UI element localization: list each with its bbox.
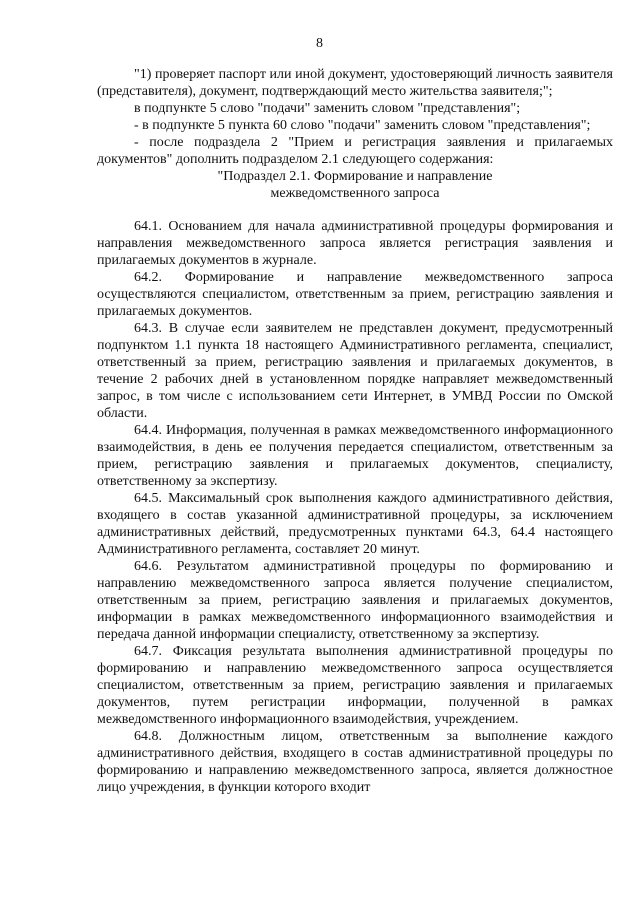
page-number: 8 bbox=[316, 36, 323, 51]
list-item: 64.7. Фиксация результата выполнения административной процедуры по формированию и направлению межведомственного запроса осуществляется специалистом, ответственным за прием, регистрацию заявления и прилагаемых документов, путем регистрации информации, полученной в рамках межведомственного информационного взаимодействия, учреждением. bbox=[97, 644, 613, 727]
paragraph: - после подраздела 2 "Прием и регистрация заявления и прилагаемых документов" дополнить подразделом 2.1 следующего содержания: bbox=[97, 135, 613, 167]
paragraph: "1) проверяет паспорт или иной документ, удостоверяющий личность заявителя (представителя), документ, подтверждающий место жительства заявителя;"; bbox=[97, 67, 613, 99]
document-body bbox=[97, 66, 613, 796]
list-item: 64.2. Формирование и направление межведомственного запроса осуществляются специалистом, ответственным за прием, регистрацию заявления и прилагаемых документов. bbox=[97, 270, 613, 319]
paragraph: - в подпункте 5 пункта 60 слово "подачи" заменить словом "представления"; bbox=[134, 118, 591, 133]
section-heading-line: межведомственного запроса bbox=[270, 186, 440, 201]
list-item: 64.4. Информация, полученная в рамках межведомственного информационного взаимодействия, в день ее получения передается специалистом, ответственным за прием, регистрацию заявления и прилагаемых документов, специалисту, ответственному за экспертизу. bbox=[97, 423, 613, 489]
list-item: 64.1. Основанием для начала административной процедуры формирования и направления межведомственного запроса является регистрация заявления и прилагаемых документов в журнале. bbox=[97, 219, 613, 268]
list-item: 64.3. В случае если заявителем не представлен документ, предусмотренный подпунктом 1.1 пункта 18 настоящего Административного регламента, специалист, ответственный за прием, регистрацию заявления и прилагаемых документов, в течение 2 рабочих дней в установленном порядке направляет межведомственный запрос, в том числе с использованием сети Интернет, в УМВД России по Омской области. bbox=[97, 321, 613, 421]
list-item: 64.5. Максимальный срок выполнения каждого административного действия, входящего в состав указанной административной процедуры, за исключением административных действий, предусмотренных пунктами 64.3, 64.4 настоящего Административного регламента, составляет 20 минут. bbox=[97, 491, 613, 557]
paragraph: в подпункте 5 слово "подачи" заменить словом "представления"; bbox=[134, 101, 521, 116]
section-heading-line: "Подраздел 2.1. Формирование и направление bbox=[217, 169, 493, 184]
list-item: 64.8. Должностным лицом, ответственным за выполнение каждого административного действия, входящего в состав административной процедуры по формированию и направлению межведомственного запроса, является должностное лицо учреждения, в функции которого входит bbox=[97, 729, 613, 795]
spacer bbox=[97, 202, 613, 218]
list-item: 64.6. Результатом административной процедуры по формированию и направлению межведомственного запроса является получение специалистом, ответственным за прием, регистрацию заявления и прилагаемых документов, информации в рамках межведомственного информационного взаимодействия и передача данной информации специалисту, ответственному за экспертизу. bbox=[97, 559, 613, 642]
